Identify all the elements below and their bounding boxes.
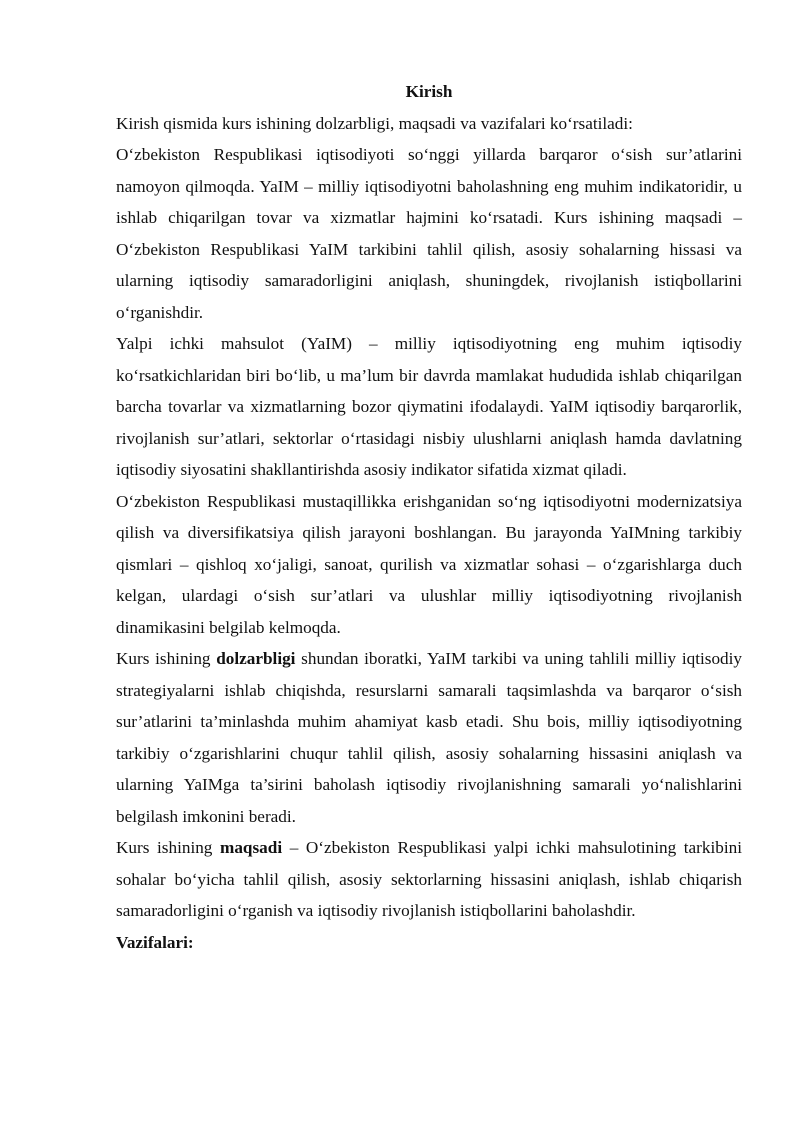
goal-lead: Kurs ishining	[116, 838, 221, 857]
goal-keyword: maqsadi	[220, 838, 283, 857]
paragraph-3: O‘zbekiston Respublikasi mustaqillikka erishganidan so‘ng iqtisodiyotni modernizatsiya qilish va diversifikatsiya qilish jarayoni boshlangan. Bu jarayonda YaIMning tarkibiy qismlari – qishloq xo‘jaligi, sanoat, qurilish va xizmatlar sohasi – o‘zgarishlarga duch kelgan, ulardagi o‘sish sur’atlari va ulushlar milliy iqtisodiyotning rivojlanish dinamikasini belgilab kelmoqda.	[116, 491, 742, 637]
paragraph-relevance	[116, 643, 742, 832]
page-title: Kirish	[405, 82, 453, 101]
paragraph-2: Yalpi ichki mahsulot (YaIM) – milliy iqtisodiyotning eng muhim iqtisodiy ko‘rsatkichlaridan biri bo‘lib, u ma’lum bir davrda mamlakat hududida ishlab chiqarilgan barcha tovarlar va xizmatlarning bozor qiymatini ifodalaydi. YaIM iqtisodiy barqarorlik, rivojlanish sur’atlari, sektorlar o‘rtasidagi nisbiy ulushlarni aniqlash hamda davlatning iqtisodiy siyosatini shakllantirishda asosiy indikator sifatida xizmat qiladi.	[116, 334, 742, 479]
tasks-heading	[116, 927, 742, 959]
intro-paragraph: Kirish qismida kurs ishining dolzarbligi, maqsadi va vazifalari ko‘rsatiladi:	[116, 113, 633, 133]
document-page	[116, 76, 742, 958]
relevance-body: shundan iboratki, YaIM tarkibi va uning tahlili milliy iqtisodiy strategiyalarni ishlab chiqishda, resurslarni samarali taqsimlashda va barqaror o‘sish sur’atlarini ta’minlashda muhim ahamiyat kasb etadi. Shu bois, milliy iqtisodiyotning tarkibiy o‘zgarishlarini chuqur tahlil qilish, asosiy sohalarning hissasini aniqlash va ularning YaIMga ta’sirini baholash iqtisodiy rivojlanishning samarali yo‘nalishlarini belgilash imkonini beradi.	[116, 649, 743, 826]
paragraph-1: O‘zbekiston Respublikasi iqtisodiyoti so‘nggi yillarda barqaror o‘sish sur’atlarini namoyon qilmoqda. YaIM – milliy iqtisodiyotni baholashning eng muhim indikatoridir, u ishlab chiqarilgan tovar va xizmatlar hajmini ko‘rsatadi. Kurs ishining maqsadi – O‘zbekiston Respublikasi YaIM tarkibini tahlil qilish, asosiy sohalarning hissasi va ularning iqtisodiy samaradorligini aniqlash, shuningdek, rivojlanish istiqbollarini o‘rganishdir.	[116, 145, 742, 322]
tasks-heading-text: Vazifalari:	[116, 932, 194, 952]
relevance-keyword: dolzarbligi	[216, 649, 296, 668]
goal-body: – O‘zbekiston Respublikasi yalpi ichki mahsulotining tarkibini sohalar bo‘yicha tahlil qilish, asosiy sektorlarning hissasini aniqlash, ishlab chiqarish samaradorligini o‘rganish va iqtisodiy rivojlanish istiqbollarini baholashdir.	[116, 838, 743, 920]
paragraph-goal	[116, 832, 742, 927]
relevance-lead: Kurs ishining	[116, 649, 217, 668]
